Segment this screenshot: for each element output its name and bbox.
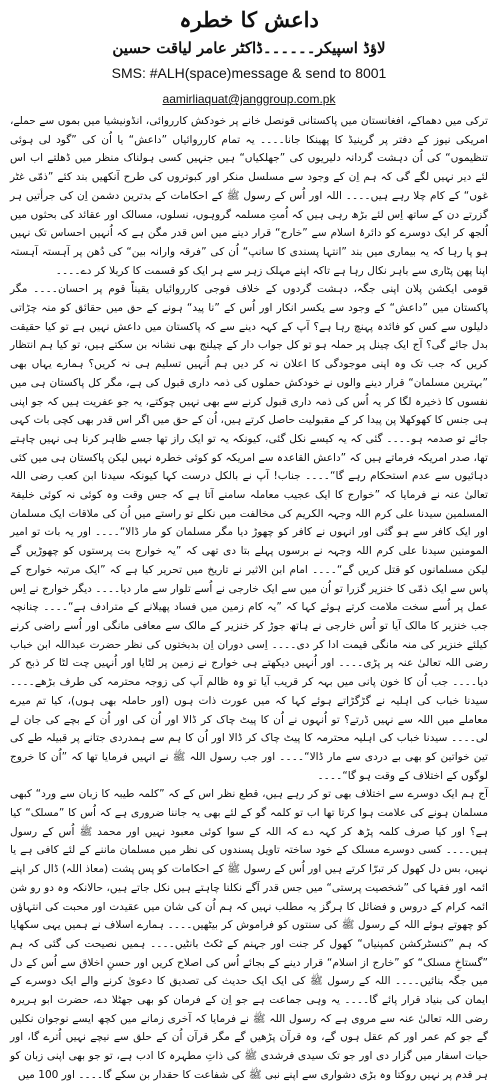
article-paragraph: آج ہم ایک دوسرے سے اختلاف بھی تو کر رہے ہیں، قطع نظر اس کے کہ ”کلمہ طیبہ کا زبان سے ورد“ کبھی مسلمان ہونے کی علامت ہوا کرتا تھا اب تو کلمہ گو کے لئے بھی یہ جاننا ضروری ہے کہ اُس کا ”مسلک“ کیا ہے؟ اور کیا صرف کلمہ پڑھ کر کہہ دے کہ اللہ کے سوا کوئی معبود نہیں اور محمد ﷺ اُس کے رسول ہیں۔۔۔۔ کسی دوسرے مسلک کے خود ساختہ تاویل پسندوں کی نظر میں مسلمان ماننے کے لئے کافی ہے یا نہیں، بس دل کھول کر تبرّا کرتے ہیں اور اُس کے رسول ﷺ کے احکامات کو پس پشت (معاذ اللہ) ڈال کر اپنے ائمہ اور فقہا کی ”شخصیت پرستی“ میں جس قدر آگے نکلنا چاہتے ہیں نکل جاتے ہیں، حالانکہ وہ دو رو شن ائمہ کرام کے دروس و فضائل کا ہرگز یہ مطلب نہیں کہ ہم اُن کی شان میں عقیدت اور محبت کی انتہاؤں کو چھوتے ہوئے اللہ کے رسول ﷺ کی سنتوں کو فراموش کر بیٹھیں۔۔۔۔ ہمارے اسلاف نے ہمیں یہی سکھایا کہ ہم ”کنسٹرکشن کمپنیاں“ کھول کر جنت اور جہنم کے ٹکٹ بانٹیں۔۔۔۔ ہمیں نصیحت کی گئی کہ ہم ”گستاخِ مسلک“ کو ”خارج از اسلام“ قرار دینے کے بجائے اُس کی اصلاح کریں اور حسنِ اخلاق سے اُس کے دل میں جگہ بنائیں۔۔۔۔ اللہ کے رسول ﷺ کی ایک ایک حدیث کی تصدیق کا دعویٰ کرنے والے ایک دوسرے کے ایمان کی بنیاد قرار پائے گا۔۔۔۔ یہ وہی جماعت ہے جو اِن کے فرمان کو بھی جھٹلا دے، حضرت ابو ہریرہ رضی اللہ تعالیٰ عنہ سے مروی ہے کہ رسول اللہ ﷺ نے فرمایا کہ آخری زمانے میں کچھ ایسے نوجوان نکلیں گے جو کم عمر اور کم عقل ہوں گے، وہ قرآن پڑھیں گے مگر قرآن اُن کے حلق سے نیچے نہیں اُترے گا، اور حیات اسفار میں گزار دی اور جو تک سیدی فرشدی ﷺ کی ذاتِ مطہرہ کا ادب ہے، تو جو بھی اپنی زبان کو ہر قدم پر نہیں روکتا وہ بڑی دشواری سے اپنے نبی ﷺ کی شفاعت کا حقدار بن سکے گا۔۔۔۔ اور 100 میں <box>10 788 488 1081</box>
author-email[interactable]: aamirliaquat@janggroup.com.pk <box>162 92 336 106</box>
sms-line: SMS: #ALH(space)message & send to 8001 <box>111 65 387 81</box>
article-paragraph: قومی ایکشن پلان اپنی جگہ، دہشت گردوں کے خلاف فوجی کارروائیاں یقیناً قوم پر احسان۔۔۔۔ مگر پاکستان میں ”داعش“ کے وجود سے یکسر انکار اور اُس کے ”نا پید“ ہونے کے حق میں حقائق کو منہ چڑاتی دلیلوں سے کس کو فائدہ پہنچ رہا ہے؟ آپ کے کہہ دینے سے کہ پاکستان میں داعش نہیں ہے تو کیا حقیقت بدل جائے گی؟ آج ایک چینل پر حملہ ہو تو کل جواب دار کے چیلنج بھی نشانہ بن سکتے ہیں، تو کیا ہم انتظار کریں کہ جب تک وہ اپنی موجودگی کا اعلان نہ کر دیں ہم اُنہیں تسلیم ہی نہ کریں؟ ہمارے یہاں بھی ”بہترین مسلمان“ قرار دینے والوں نے خودکش حملوں کی ذمہ داری قبول کی ہے، مگر کل پاکستان ہی میں نفسوں کا ذخیرہ لگا کر یہ اُس کی ذمہ داری قبول کرنے سے بھی نہیں چوکتے، یہ جو عفریت ہیں کہ جو اپنی ہی جنس کا کھوکھلا پن پیدا کر کے مقبولیت حاصل کرتے ہیں، اُن کے حق میں اگر اس قدر بھی کچی بات کہی جائے تو صدمہ ہو۔۔۔۔ گئی کہ یہ کیسے نکل گئی، کیونکہ یہ تو ایک راز تھا جسے ظاہر کرنا ہی نہیں چاہتے تھا، صدر امریکہ فرماتے ہیں کہ ”داعش القاعدہ سے امریکہ کو کوئی خطرہ نہیں لیکن پاکستان ہی میں کئی دہائیوں سے عدم استحکام رہے گا“۔۔۔۔ جناب! آپ نے بالکل درست کہا کیونکہ سیدنا ابن کعب رضی اللہ تعالیٰ عنہ نے فرمایا کہ ”خوارج کا ایک عجیب معاملہ سامنے آتا ہے کہ جس وقت وہ کوئی نہ کوئی خلیفۃ المسلمین سیدنا علی کرم اللہ وجہہ الکریم کی مخالفت میں نکلے تو راستے میں اُن کی ملاقات ایک مسلمان اور ایک کافر سے ہو گئی اور انہوں نے کافر کو چھوڑ دیا مگر مسلمان کو مار ڈالا“۔۔۔۔ اور یہ بات تو امیر المومنین سیدنا علی کرم اللہ وجہہ نے برسوں پہلے بتا دی تھی کہ ”یہ خوارج بت پرستوں کو چھوڑیں گے لیکن مسلمانوں کو قتل کریں گے“۔۔۔۔ امام ابن الاثیر نے تاریخ میں تحریر کیا ہے کہ ”ایک مرتبہ خوارج کے پاس سے ایک ذمّی کا خنزیر گزرا تو اُن میں سے ایک خارجی نے اُسے تلوار سے مار دیا۔۔۔۔ دیگر خوارج نے اِس عمل پر اُسے سخت ملامت کرتے ہوئے کہا کہ ”یہ کام زمین میں فساد پھیلانے کے مترادف ہے“۔۔۔۔ چنانچہ جب خنزیر کا مالک آیا تو اُس خارجی نے ہاتھ جوڑ کر خنزیر کے مالک سے معافی مانگی اور اُسے راضی کرنے کیلئے خنزیر کی منہ مانگی قیمت ادا کر دی۔۔۔۔ اِسی دوران اِن بدبختوں کی نظر حضرت عبداللہ ابن خباب رضی اللہ تعالیٰ عنہ پر پڑی۔۔۔۔ اور اُنہیں دیکھتے ہی خوارج نے زمین پر لٹایا اور اُنہیں چت لٹا کر ذبح کر دیا۔۔۔۔ جب اُن کا خون پانی میں بہہ کر قریب آیا تو وہ ظالم آپ کی زوجہ محترمہ کی طرف بڑھے۔۔۔۔ سیدنا خباب کی اہلیہ نے گڑگڑاتے ہوئے کہا کہ میں عورت ذات ہوں (اور حاملہ بھی ہوں)، کیا تم میرے معاملے میں اللہ سے نہیں ڈرتے؟ تو اُنہوں نے اُن کا پیٹ چاک کر ڈالا اور اُن کی اور اُن کے بچے کی جان لے لی۔۔۔۔ سیدنا خباب کی اہلیہ محترمہ کا پیٹ چاک کر ڈالا اور اُن کا ہم سے ہمدردی جتانے پر قبیلہ طے کی تین خواتین کو بھی بے دردی سے مار ڈالا“۔۔۔۔ اور جب رسول اللہ ﷺ نے انہیں فرمایا تھا کہ ”اُن کا خروج لوگوں کے اختلاف کے وقت ہو گا“۔۔۔۔ <box>10 283 488 782</box>
article-body <box>10 112 488 1085</box>
byline: لاؤڈ اسپیکر۔۔۔۔۔۔ڈاکٹر عامر لیاقت حسین <box>112 39 386 57</box>
headline: داعش کا خطرہ <box>179 7 319 32</box>
article-paragraph: ترکی میں دھماکے، افغانستان میں پاکستانی قونصل خانے پر خودکش کارروائی، انڈونیشیا میں بموں سے حملے، امریکی نیوز کے دفتر پر گرینیڈ کا پھینکا جانا۔۔۔۔ یہ تمام کارروائیاں ”داعش“ یا اُن کی ”گود لی ہوئی تنظیموں“ کی اُن دہشت گردانہ دلیریوں کی ”جھلکیاں“ ہیں جنہیں کسی ہولناک منظر میں ڈھلتے اب اس لئے دیر نہیں لگے گی کہ ہم اِن کے وجود سے مسلسل منکر اور کبوتروں کی طرح آنکھیں بند کئے ”ذمّی غٹر غوں“ کے کام چلا رہے ہیں۔۔۔۔ اللہ اور اُس کے رسول ﷺ کے احکامات کے بدترین دشمن اِن کی جرأتیں ہر گزرتے دن کے ساتھ اِس لئے بڑھ رہی ہیں کہ اُمتِ مسلمہ گروہوں، نسلوں، مسالک اور عقائد کی بحثوں میں اُلجھ کر ایک دوسرے کو دائرۂ اسلام سے ”خارج“ قرار دینے میں اس قدر مگن ہے کہ اُنہیں احساس تک نہیں ہو پا رہا کہ یہ بیماری میں بند ”انتہا پسندی کا سانپ“ اُن کی ”فرقہ وارانہ بین“ کی دُھن پر آہستہ آہستہ اپنا پھن پٹاری سے باہر نکال رہا ہے تاکہ اپنے مہلک زہر سے ہر ایک کو قسمت کا کربلا کر دے۔۔۔۔ <box>10 115 488 277</box>
